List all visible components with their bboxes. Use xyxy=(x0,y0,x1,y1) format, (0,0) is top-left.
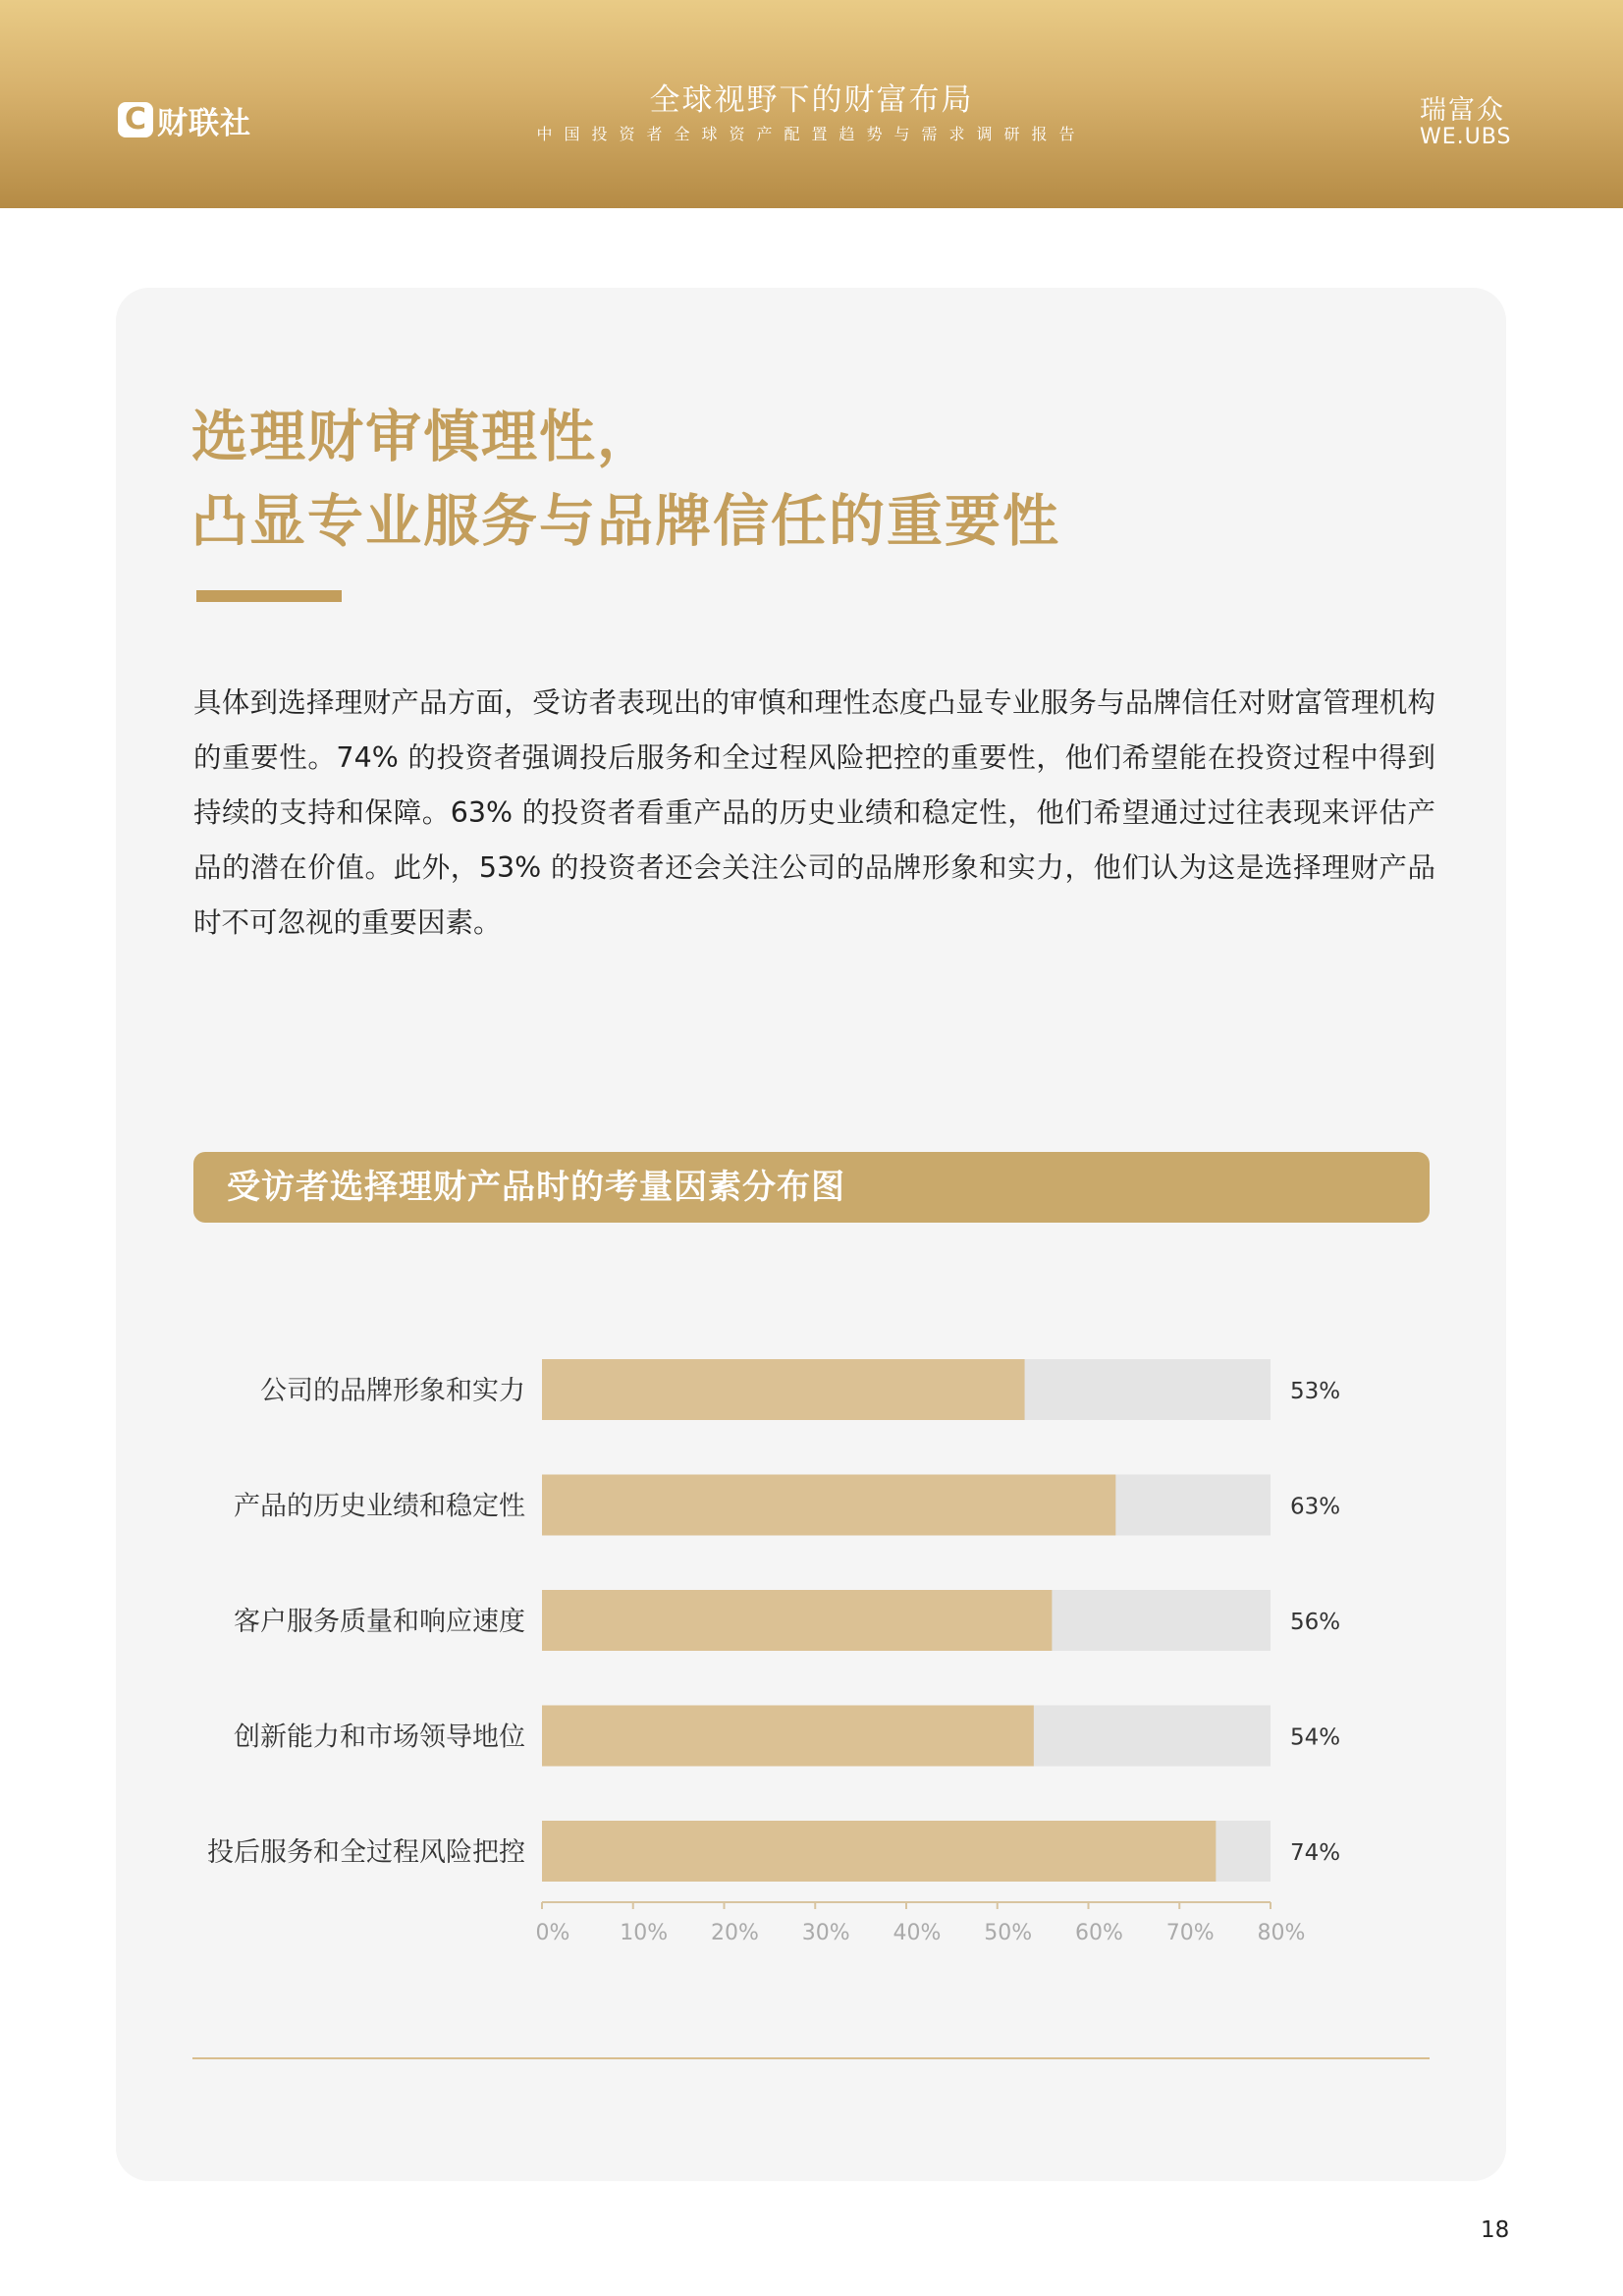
bar xyxy=(542,1590,1052,1651)
x-tick-label: 70% xyxy=(1165,1921,1215,1945)
x-tick-label: 20% xyxy=(711,1921,759,1945)
report-title: 全球视野下的财富布局 xyxy=(649,82,974,118)
category-label: 创新能力和市场领导地位 xyxy=(234,1722,525,1753)
x-tick-label: 10% xyxy=(620,1921,669,1945)
x-tick-label: 80% xyxy=(1257,1921,1306,1945)
value-label: 74% xyxy=(1290,1840,1341,1866)
category-label: 客户服务质量和响应速度 xyxy=(234,1607,525,1637)
category-label: 公司的品牌形象和实力 xyxy=(260,1376,525,1406)
bar xyxy=(542,1821,1216,1882)
x-tick-label: 0% xyxy=(535,1921,570,1945)
x-tick-label: 60% xyxy=(1075,1921,1123,1945)
weubs-logo-en: WE.UBS xyxy=(1420,125,1512,149)
x-tick-label: 50% xyxy=(984,1921,1033,1945)
x-tick-label: 40% xyxy=(893,1921,942,1945)
bar xyxy=(542,1475,1115,1536)
category-label: 投后服务和全过程风险把控 xyxy=(207,1837,525,1868)
headline-line-2: 凸显专业服务与品牌信任的重要性 xyxy=(191,489,1060,554)
value-label: 54% xyxy=(1290,1724,1341,1751)
report-subtitle: 中国投资者全球资产配置趋势与需求调研报告 xyxy=(536,125,1087,143)
bar xyxy=(542,1359,1025,1420)
x-tick-label: 30% xyxy=(801,1921,850,1945)
bottom-divider xyxy=(192,2057,1430,2059)
value-label: 63% xyxy=(1290,1494,1341,1520)
page-number: 18 xyxy=(1481,2217,1510,2243)
cls-logo-mark: C xyxy=(118,102,153,137)
body-paragraph: 具体到选择理财产品方面，受访者表现出的审慎和理性态度凸显专业服务与品牌信任对财富管理机构的重要性。74% 的投资者强调投后服务和全过程风险把控的重要性，他们希望能在投资过程中得到持续的支持和保障。63% 的投资者看重产品的历史业绩和稳定性，他们希望通过过往表现来评估产品的潜在价值。此外，53% 的投资者还会关注公司的品牌形象和实力，他们认为这是选择理财产品时不可忽视的重要因素。 xyxy=(193,686,1435,939)
chart-title-banner: 受访者选择理财产品时的考量因素分布图 xyxy=(193,1152,1430,1223)
weubs-logo-cn: 瑞富众 xyxy=(1420,95,1505,126)
value-label: 53% xyxy=(1290,1379,1341,1404)
bar xyxy=(542,1706,1034,1767)
cls-logo-text: 财联社 xyxy=(157,105,251,141)
category-label: 产品的历史业绩和稳定性 xyxy=(234,1491,525,1522)
value-label: 56% xyxy=(1290,1610,1341,1635)
headline-line-1: 选理财审慎理性， xyxy=(191,405,655,469)
